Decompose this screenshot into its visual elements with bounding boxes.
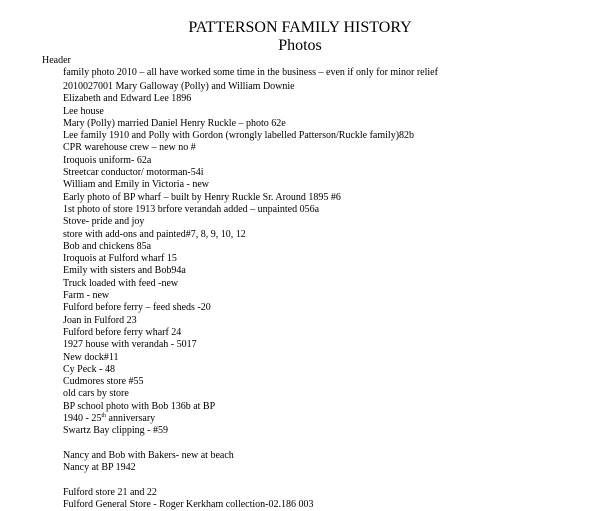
list-item: Farm - new [63,290,110,302]
photo-entries-group-3 [63,487,414,511]
list-item: Iroquois at Fulford wharf 15 [63,253,177,265]
list-item: Joan in Fulford 23 [63,314,137,326]
document-title: PATTERSON FAMILY HISTORY [188,19,412,36]
list-item: Nancy and Bob with Bakers- new at beach [63,449,234,461]
list-item: Cy Peck - 48 [63,363,115,375]
list-item: William and Emily in Victoria - new [63,179,210,191]
list-item: Elizabeth and Edward Lee 1896 [63,93,192,105]
list-item: store with add-ons and painted#7, 8, 9, 10, 12 [63,228,246,240]
list-item: 1st photo of store 1913 brfore verandah added – unpainted 056a [63,203,320,215]
list-item: Fulford before ferry – feed sheds -20 [63,302,211,314]
list-item: New dock#11 [63,351,119,363]
list-item: Bob and chickens 85a [63,240,152,252]
intro-line: family photo 2010 – all have worked some time in the business – even if only for minor relief [63,67,438,78]
list-item: Lee house [63,105,104,117]
anniversary-superscript: th [101,413,107,420]
list-item: Truck loaded with feed -new [63,277,179,289]
list-item: Fulford General Store - Roger Kerkham collection-02.186 003 [63,499,314,511]
spacer [63,438,414,450]
list-item: Streetcar conductor/ motorman-54i [63,167,204,179]
photo-entries [63,81,414,413]
list-item-anniversary [63,413,414,425]
header-label: Header [42,55,71,66]
list-item: Mary (Polly) married Daniel Henry Ruckle – photo 62e [63,117,286,129]
list-item: Fulford store 21 and 22 [63,486,157,498]
list-item: 2010027001 Mary Galloway (Polly) and William Downie [63,81,295,92]
list-item: Early photo of BP wharf – built by Henry Ruckle Sr. Around 1895 #6 [63,191,341,203]
anniversary-prefix: 1940 - 25 [63,413,102,425]
list-item: CPR warehouse crew – new no # [63,142,196,154]
list-item: old cars by store [63,388,129,400]
list-item: Iroquois uniform- 62a [63,154,152,166]
spacer [63,475,414,487]
list-item: BP school photo with Bob 136b at BP [63,400,216,412]
list-item: 1927 house with verandah - 5017 [63,339,197,351]
list-item: Emily with sisters and Bob94a [63,265,186,277]
list-item: Fulford before ferry wharf 24 [63,326,182,338]
list-item: Swartz Bay clipping - #59 [63,425,168,437]
photo-list [63,81,414,511]
photo-entries-group-2 [63,450,414,475]
anniversary-suffix: anniversary [106,413,156,425]
list-item: Cudmores store #55 [63,376,144,388]
photo-entries-after [63,425,414,437]
list-item: Stove- pride and joy [63,216,145,228]
list-item: Lee family 1910 and Polly with Gordon (wrongly labelled Patterson/Ruckle family)82b [63,130,415,142]
list-item: Nancy at BP 1942 [63,462,136,474]
document-subtitle: Photos [278,37,322,54]
